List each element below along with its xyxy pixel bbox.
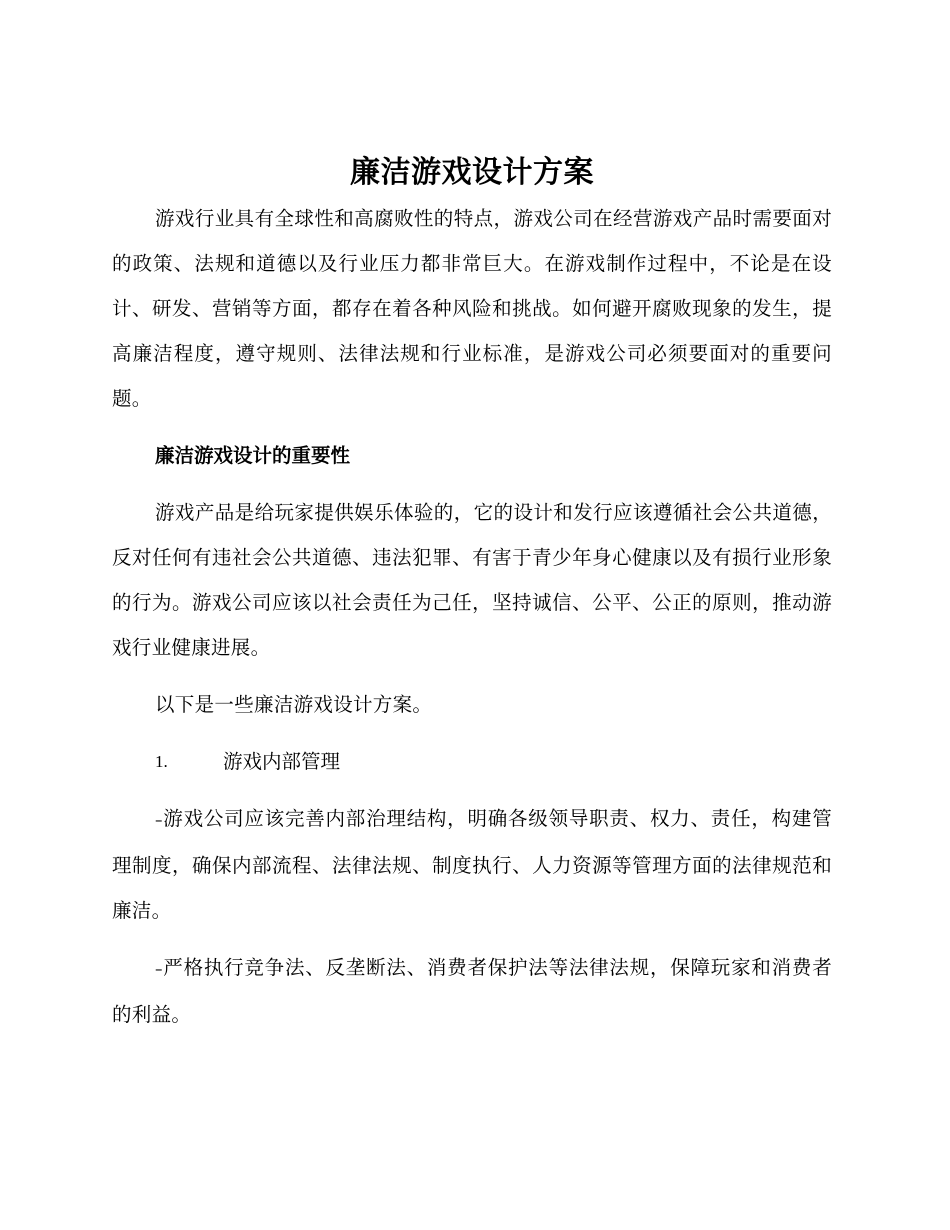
bullet-paragraph-1	[112, 796, 832, 933]
spacer	[112, 421, 832, 433]
intro-paragraph: 游戏行业具有全球性和高腐败性的特点，游戏公司在经营游戏产品时需要面对的政策、法规和道德以及行业压力都非常巨大。在游戏制作过程中，不论是在设计、研发、营销等方面，都存在着各种风险和挑战。如何避开腐败现象的发生，提高廉洁程度，遵守规则、法律法规和行业标准，是游戏公司必须要面对的重要问题。	[112, 207, 832, 410]
spacer	[112, 670, 832, 682]
list-item-1	[112, 739, 832, 784]
dash-marker: –	[155, 960, 163, 978]
list-label: 游戏内部管理	[223, 750, 341, 773]
bullet-text: 严格执行竞争法、反垄断法、消费者保护法等法律法规，保障玩家和消费者的利益。	[112, 956, 832, 1026]
bullet-paragraph-2	[112, 945, 832, 1037]
document-title: 廉洁游戏设计方案	[350, 155, 594, 190]
dash-marker: –	[155, 811, 163, 829]
section-paragraph: 游戏产品是给玩家提供娱乐体验的，它的设计和发行应该遵循社会公共道德，反对任何有违社会公共道德、违法犯罪、有害于青少年身心健康以及有损行业形象的行为。游戏公司应该以社会责任为己任，坚持诚信、公平、公正的原则，推动游戏行业健康进展。	[112, 501, 832, 659]
document-page	[112, 150, 832, 1037]
spacer	[112, 784, 832, 796]
spacer	[112, 727, 832, 739]
spacer	[112, 478, 832, 490]
section-heading: 廉洁游戏设计的重要性	[155, 444, 351, 467]
list-intro: 以下是一些廉洁游戏设计方案。	[155, 693, 433, 716]
spacer	[112, 933, 832, 945]
bullet-text: 游戏公司应该完善内部治理结构，明确各级领导职责、权力、责任，构建管理制度，确保内部流程、法律法规、制度执行、人力资源等管理方面的法律规范和廉洁。	[112, 807, 832, 922]
list-number: 1.	[155, 752, 168, 771]
